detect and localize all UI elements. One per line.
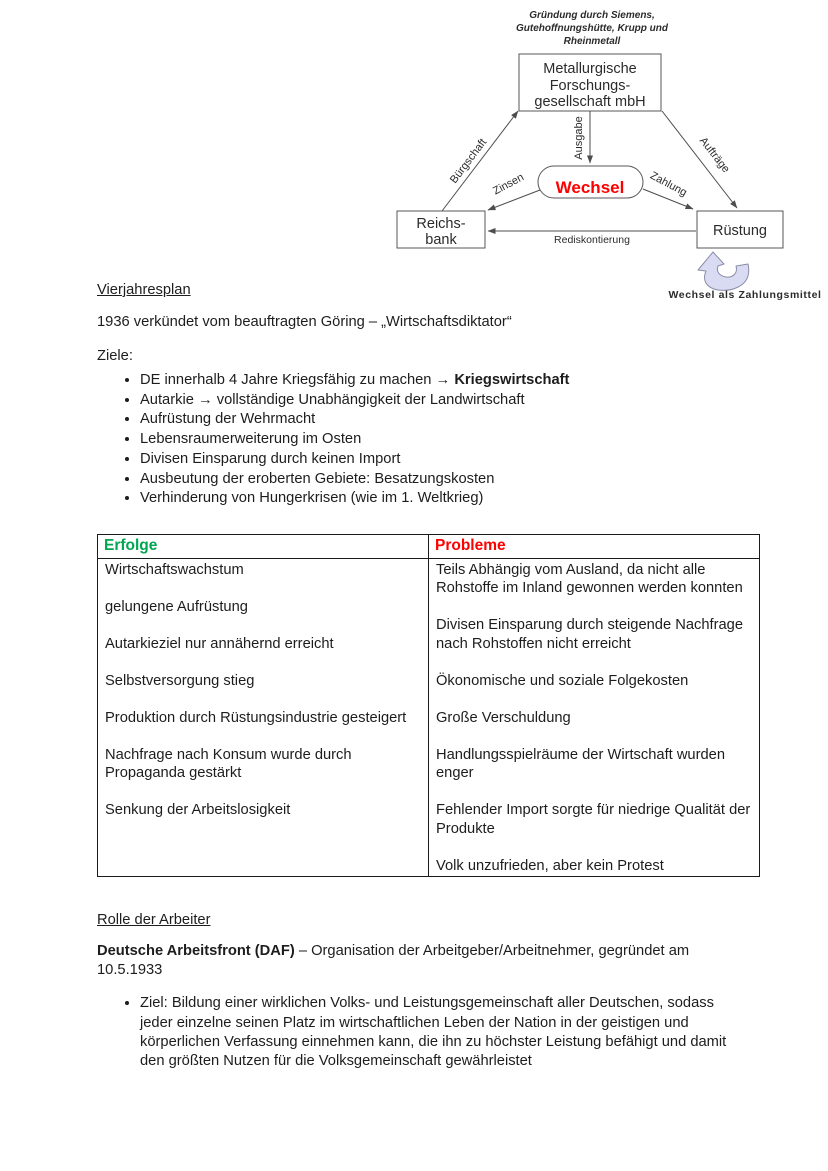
probleme-entry: Teils Abhängig vom Ausland, da nicht alle Rohstoffe im Inland gewonnen werden konnten [436,561,743,597]
table-body-row [98,558,760,877]
ziele-list-item [140,430,734,450]
node-mefo-line3: gesellschaft mbH [534,94,646,110]
ziele-item-text: Ausbeutung der eroberten Gebiete: Besatzungskosten [140,470,495,487]
probleme-entry: Ökonomische und soziale Folgekosten [436,672,689,689]
ziele-item-text: Divisen Einsparung durch keinen Import [140,450,401,467]
diagram-caption: Wechsel als Zahlungsmittel [668,289,822,301]
intro-paragraph: 1936 verkündet vom beauftragten Göring – „Wirtschaftsdiktator“ [97,314,512,330]
probleme-cell [429,558,760,877]
ziele-list-item [140,410,734,430]
table-header-row [98,534,760,558]
node-ruestung-label: Rüstung [712,223,768,239]
edge-zinsen-label: Zinsen [491,171,526,198]
edge-auftraege-label: Aufträge [696,135,732,176]
probleme-entry: Volk unzufrieden, aber kein Protest [436,857,664,874]
edge-rediskontierung-label: Rediskontierung [554,234,630,246]
section-heading-rolle-der-arbeiter: Rolle der Arbeiter [97,912,211,929]
founding-note-line1: Gründung durch Siemens, [529,10,655,21]
erfolge-entry: Wirtschaftswachstum [105,561,244,578]
erfolge-entry: Selbstversorgung stieg [105,672,255,689]
ziele-item-text: Autarkie → vollständige Unabhängigkeit der Landwirtschaft [140,391,525,408]
edge-buergschaft-arrow [442,111,518,211]
founding-note-line2: Gutehoffnungshütte, Krupp und [515,23,669,34]
erfolge-probleme-table [97,534,760,878]
edge-ausgabe-label: Ausgabe [573,116,585,160]
ziele-list-item [140,470,734,490]
daf-bullet-list [97,994,734,1071]
ziele-item-text: Verhinderung von Hungerkrisen (wie im 1. Weltkrieg) [140,490,484,507]
section-heading-vierjahresplan: Vierjahresplan [97,282,191,298]
node-mefo-line1: Metallurgische [543,61,637,77]
ziele-item-text: Aufrüstung der Wehrmacht [140,411,316,428]
ziele-list-item [140,391,734,411]
daf-term: Deutsche Arbeitsfront (DAF) [97,943,295,960]
node-wechsel-label: Wechsel [555,178,625,197]
probleme-entry: Große Verschuldung [436,709,571,726]
ziele-list-item [140,450,734,470]
node-reichsbank-line2: bank [425,232,457,248]
edge-zahlung-label: Zahlung [648,169,689,199]
node-reichsbank-line1: Reichs- [416,216,466,232]
erfolge-entry: gelungene Aufrüstung [105,598,248,615]
erfolge-entry: Senkung der Arbeitslosigkeit [105,802,291,819]
probleme-entry: Divisen Einsparung durch steigende Nachfrage nach Rohstoffen nicht erreicht [436,617,743,652]
table-header-erfolge: Erfolge [98,534,429,558]
mefo-wechsel-diagram [390,0,828,305]
erfolge-cell [98,558,429,877]
ziele-item-text: Lebensraumerweiterung im Osten [140,431,362,448]
probleme-entry: Fehlender Import sorgte für niedrige Qualität der Produkte [436,802,751,837]
node-mefo-line2: Forschungs- [549,78,631,94]
ziele-list [97,371,734,509]
ziele-label: Ziele: [97,348,133,364]
erfolge-entry: Produktion durch Rüstungsindustrie gesteigert [105,709,407,726]
founding-note-line3: Rheinmetall [563,36,621,47]
ziele-list-item [140,489,734,509]
daf-paragraph [97,942,734,980]
probleme-entry: Handlungsspielräume der Wirtschaft wurden enger [436,746,725,782]
erfolge-entry: Nachfrage nach Konsum wurde durch Propaganda gestärkt [105,746,352,782]
table-header-probleme: Probleme [429,534,760,558]
erfolge-entry: Autarkieziel nur annähernd erreicht [105,635,334,652]
edge-buergschaft-label: Bürgschaft [447,136,490,186]
daf-description: – Organisation der Arbeitgeber/Arbeitnehmer, gegründet am 10.5.1933 [97,943,690,979]
daf-bullet-item: • Ziel: Bildung einer wirklichen Volks- und Leistungsgemeinschaft aller Deutschen, sodass jeder einzelne seinen Platz im wirtschaftlichen Leben der Nation in der geistigen und körperlichen Verfassung einnehmen kann, die ihn zu höchster Leistung befähigt und damit den größten Nutzen für die Volksgemeinschaft gewährleistet [140,994,734,1071]
ziele-item-text: DE innerhalb 4 Jahre Kriegsfähig zu machen → [140,372,455,388]
ziele-item-bold: Kriegswirtschaft [454,372,570,388]
ziele-list-item [140,371,734,391]
